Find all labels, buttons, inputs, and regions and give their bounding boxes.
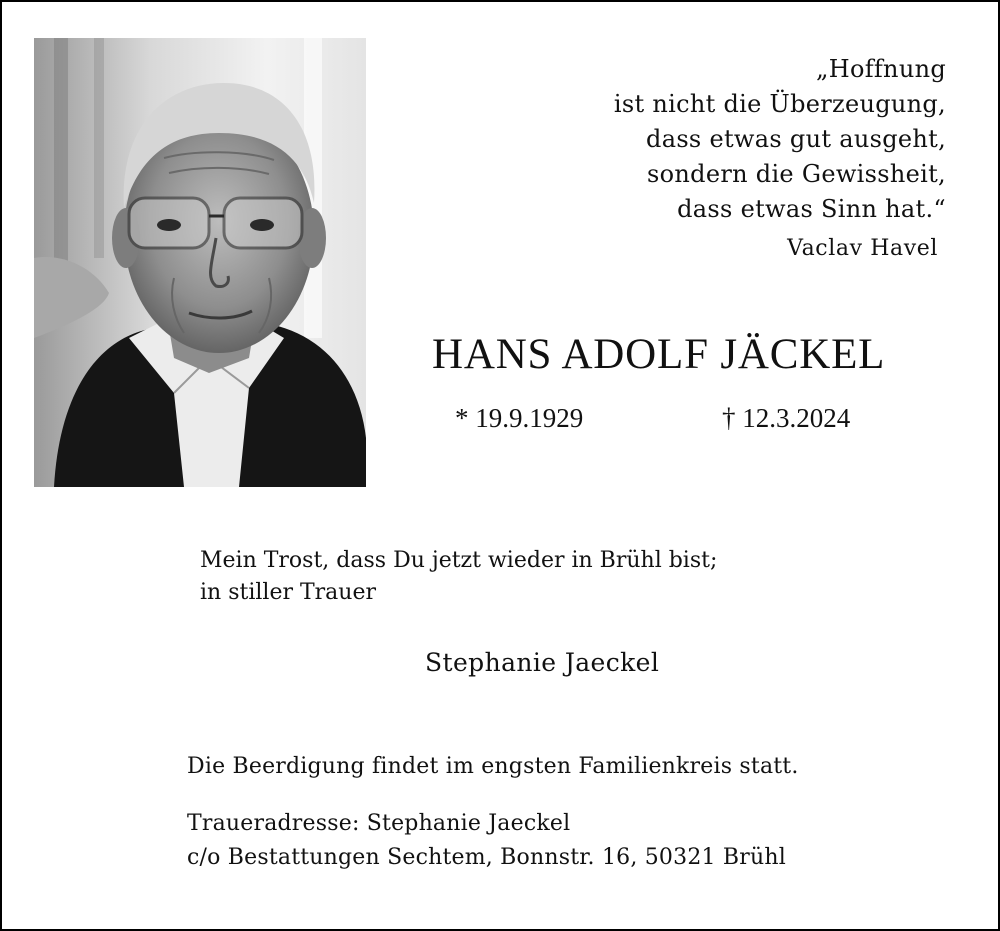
quote-block bbox=[526, 52, 946, 227]
signer-name: Stephanie Jaeckel bbox=[425, 648, 660, 677]
quote-author: Vaclav Havel bbox=[787, 236, 938, 261]
mourning-address bbox=[187, 807, 786, 875]
mourning-text bbox=[200, 545, 717, 609]
quote-line: ist nicht die Überzeugung, bbox=[613, 90, 946, 118]
quote-line: sondern die Gewissheit, bbox=[647, 160, 946, 188]
quote-line: „Hoffnung bbox=[815, 55, 946, 83]
address-line: c/o Bestattungen Sechtem, Bonnstr. 16, 50321 Brühl bbox=[187, 845, 786, 870]
funeral-note: Die Beerdigung findet im engsten Familienkreis statt. bbox=[187, 754, 799, 779]
quote-line: dass etwas Sinn hat.“ bbox=[677, 195, 946, 223]
portrait-photo bbox=[34, 38, 366, 487]
deceased-name: HANS ADOLF JÄCKEL bbox=[432, 331, 886, 378]
quote-line: dass etwas gut ausgeht, bbox=[646, 125, 946, 153]
mourning-line: in stiller Trauer bbox=[200, 580, 376, 605]
address-line: Traueradresse: Stephanie Jaeckel bbox=[187, 811, 571, 836]
mourning-line: Mein Trost, dass Du jetzt wieder in Brühl bist; bbox=[200, 548, 718, 573]
death-date: † 12.3.2024 bbox=[722, 403, 851, 433]
birth-date: * 19.9.1929 bbox=[455, 403, 584, 433]
